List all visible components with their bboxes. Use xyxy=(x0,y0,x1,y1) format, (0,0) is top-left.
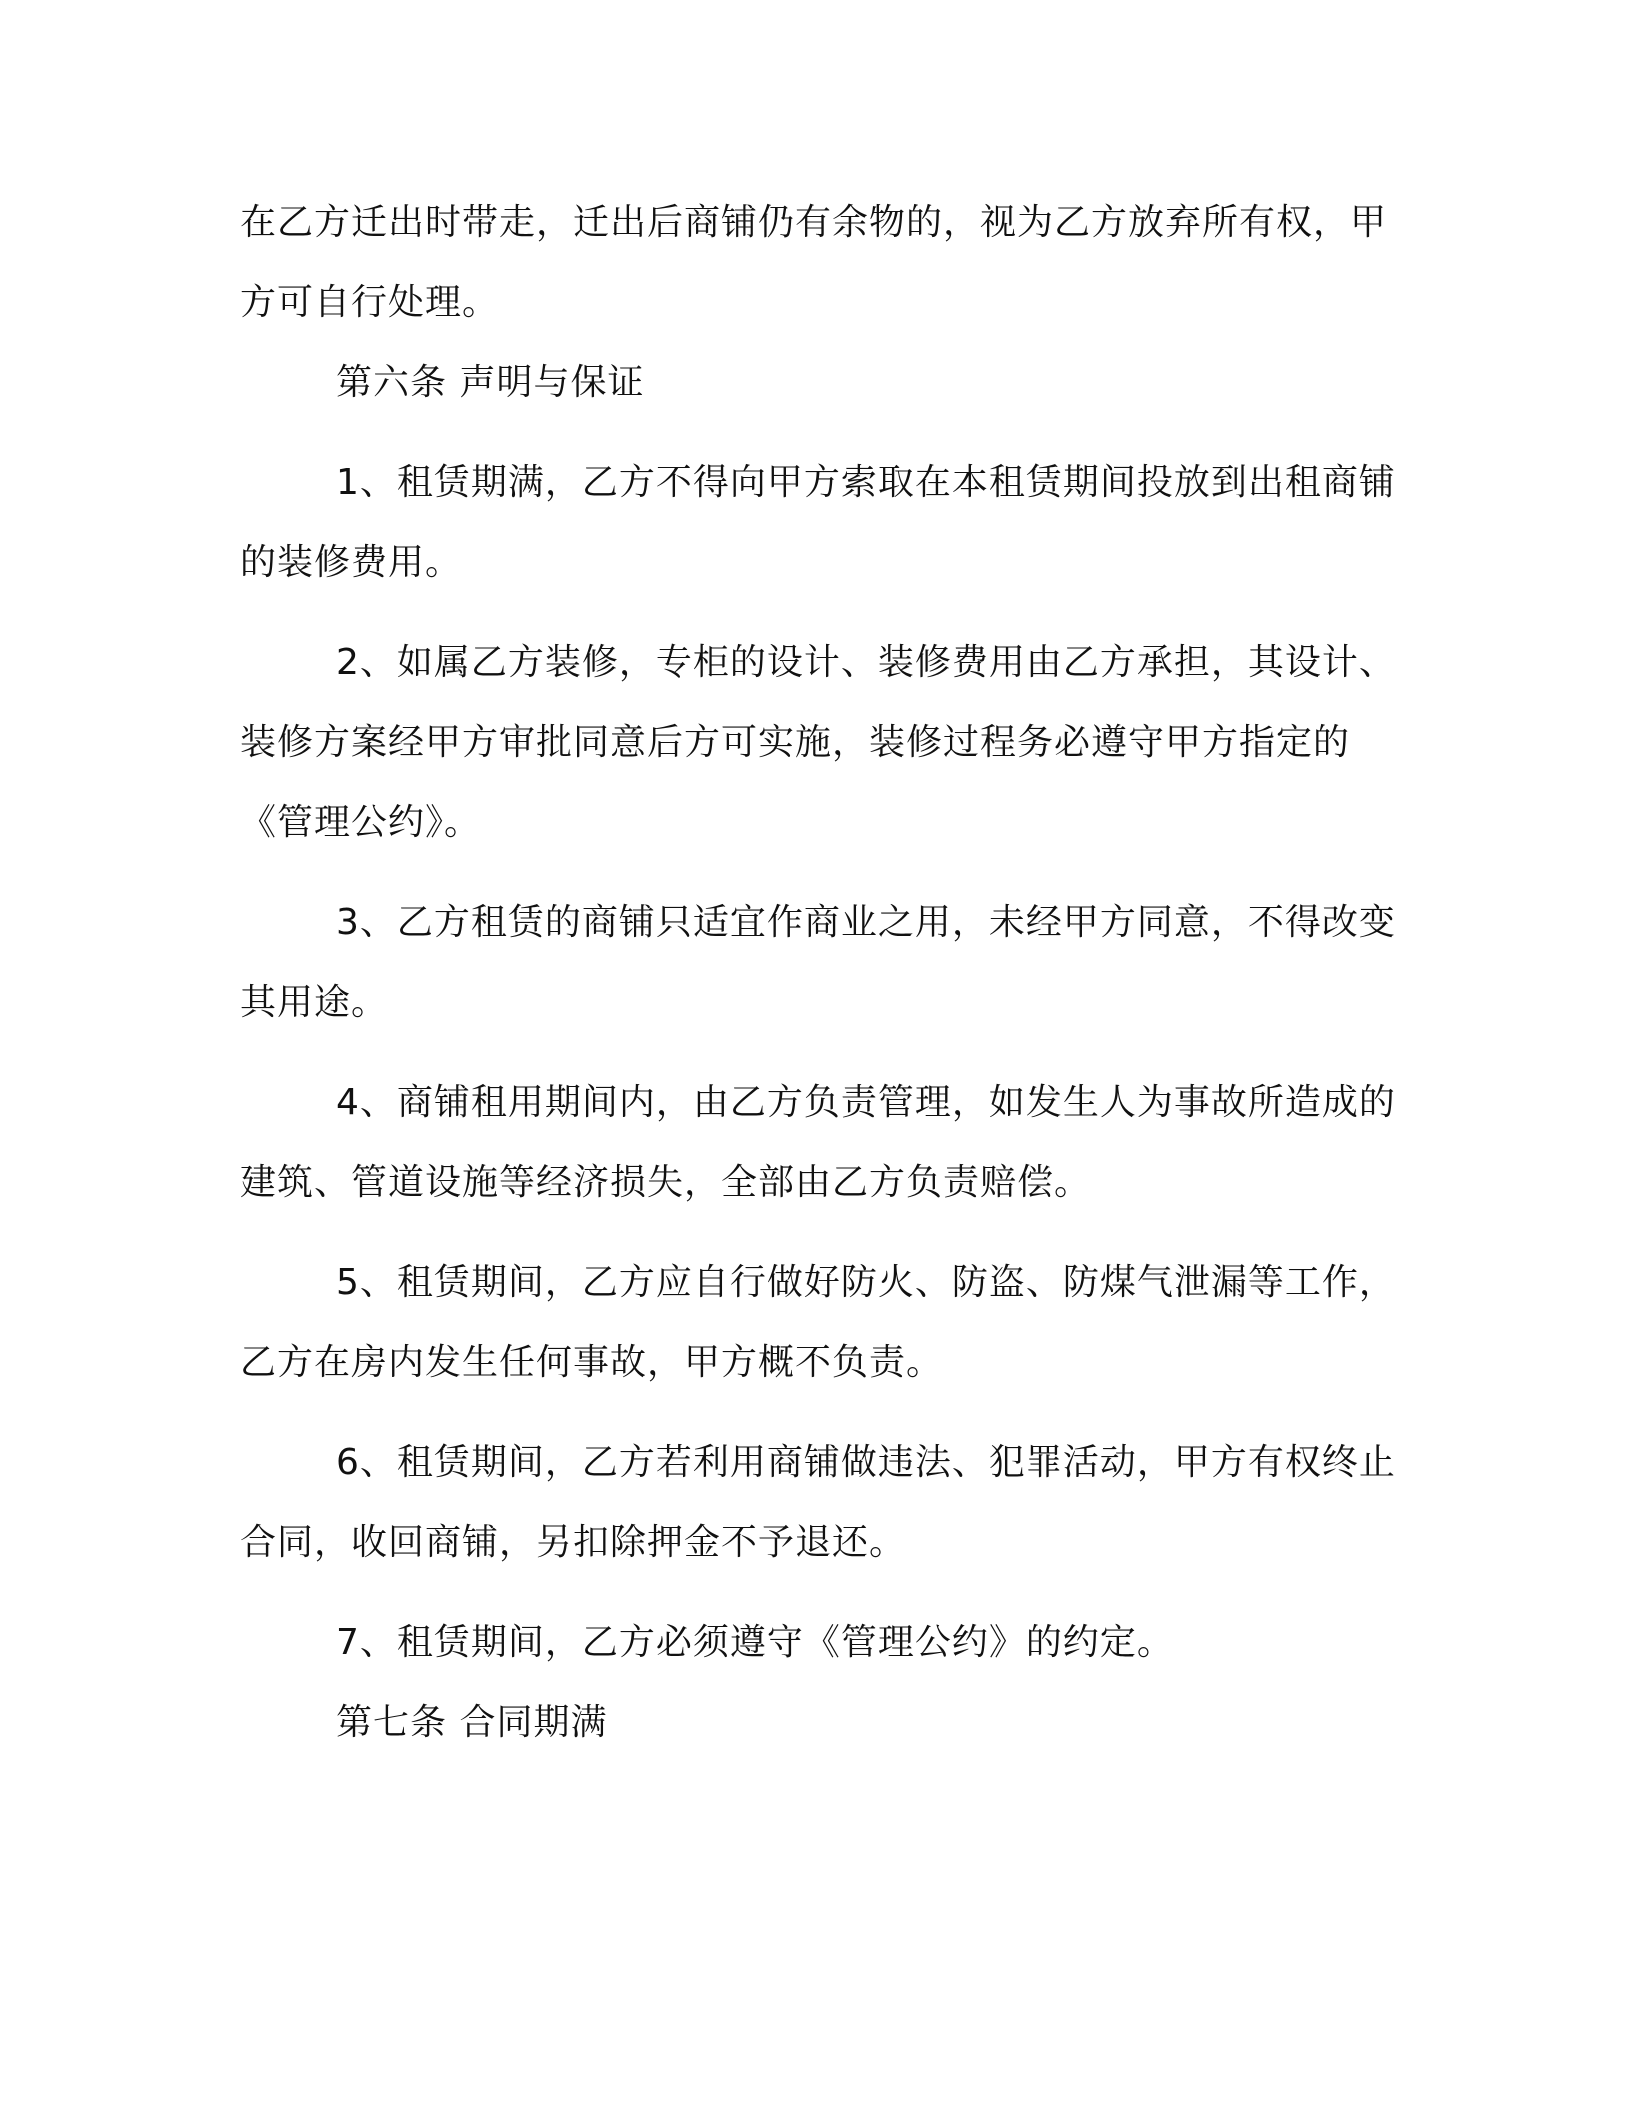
document-body xyxy=(240,183,1400,1763)
clause-3: 3、乙方租赁的商铺只适宜作商业之用，未经甲方同意，不得改变其用途。 xyxy=(240,902,1396,1023)
clause-6: 6、租赁期间，乙方若利用商铺做违法、犯罪活动，甲方有权终止合同，收回商铺，另扣除押金不予退还。 xyxy=(240,1442,1396,1563)
clause-5: 5、租赁期间，乙方应自行做好防火、防盗、防煤气泄漏等工作，乙方在房内发生任何事故，甲方概不负责。 xyxy=(240,1262,1396,1383)
article-heading-six: 第六条 声明与保证 xyxy=(336,362,645,403)
article-heading-seven: 第七条 合同期满 xyxy=(336,1702,608,1743)
clause-1: 1、租赁期满，乙方不得向甲方索取在本租赁期间投放到出租商铺的装修费用。 xyxy=(240,462,1396,583)
clause-4: 4、商铺租用期间内，由乙方负责管理，如发生人为事故所造成的建筑、管道设施等经济损失，全部由乙方负责赔偿。 xyxy=(240,1082,1396,1203)
paragraph-continuation: 在乙方迁出时带走，迁出后商铺仍有余物的，视为乙方放弃所有权，甲方可自行处理。 xyxy=(240,202,1388,323)
clause-2: 2、如属乙方装修，专柜的设计、装修费用由乙方承担，其设计、装修方案经甲方审批同意后方可实施，装修过程务必遵守甲方指定的《管理公约》。 xyxy=(240,642,1396,843)
clause-7: 7、租赁期间，乙方必须遵守《管理公约》的约定。 xyxy=(336,1622,1174,1663)
